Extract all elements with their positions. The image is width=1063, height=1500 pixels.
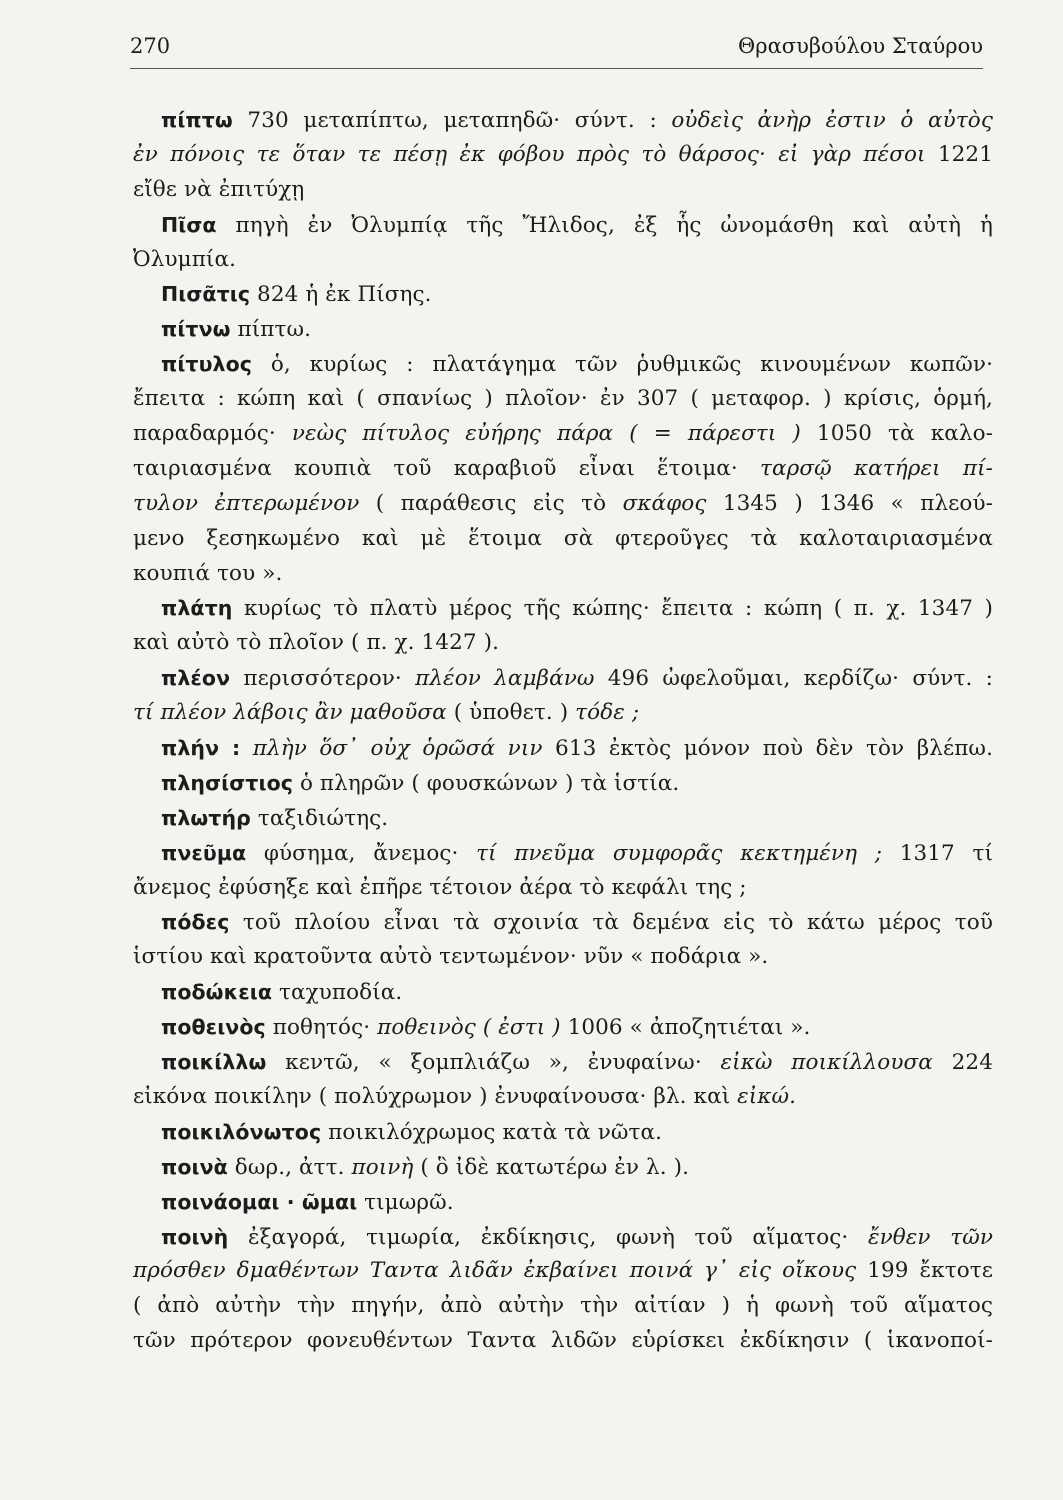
text-line <box>133 103 993 138</box>
definition-text: τῶν πρότερον φονευθέντων Ταντα λιδῶν εὑρίσκει ἐκδίκησιν ( ἱκανοποί- <box>133 1328 993 1354</box>
text-line <box>133 382 993 417</box>
text-line <box>133 1324 993 1359</box>
quotation: τόδε ; <box>575 700 640 726</box>
text-line <box>133 277 993 312</box>
quotation: νεὼς πίτυλος εὐήρης πάρα ( = πάρεστι ) <box>291 421 801 447</box>
definition-text: πίπτω. <box>230 317 312 343</box>
quotation: ἐν πόνοις τε ὅταν τε πέσῃ ἐκ φόβου πρὸς τὸ θάρσος· εἰ γὰρ πέσοι <box>133 141 926 167</box>
quotation: πλέον λαμβάνω <box>415 666 595 692</box>
text-line <box>133 1010 993 1045</box>
definition-text: 730 μεταπίπτω, μεταπηδῶ· σύντ. : <box>232 108 672 133</box>
definition-text: 613 ἐκτὸς μόνον ποὺ δὲν τὸν βλέπω. <box>542 736 994 762</box>
definition-text: κουπιά του ». <box>133 560 283 586</box>
definition-text: ποθητός· <box>265 1015 378 1041</box>
text-line <box>133 208 993 243</box>
headword: ποικιλόνωτος <box>161 1119 322 1144</box>
text-line <box>133 1045 993 1080</box>
text-line <box>133 1150 993 1185</box>
text-line <box>133 1289 993 1324</box>
definition-text: φύσημα, ἄνεμος· <box>246 840 477 866</box>
quotation: ποθεινὸς ( ἐστι ) <box>377 1015 561 1041</box>
text-line <box>133 940 993 975</box>
quotation: οὐδεὶς ἀνὴρ ἐστιν ὁ αὐτὸς <box>671 108 993 133</box>
text-line <box>133 871 993 906</box>
definition-text: ταξιδιώτης. <box>250 805 389 831</box>
quotation: ταρσῷ κατήρει πί- <box>760 455 993 481</box>
headword: πίτυλος <box>161 352 253 377</box>
page-header <box>130 34 983 68</box>
definition-text: ( ὑποθετ. ) <box>446 700 576 726</box>
header-rule <box>130 68 983 69</box>
definition-text: Ὀλυμπία. <box>133 246 237 272</box>
text-line <box>133 522 993 557</box>
text-line <box>133 975 993 1010</box>
headword: πλέον <box>161 666 231 691</box>
text-line <box>133 347 993 382</box>
definition-text: 1006 « ἀποζητιέται ». <box>560 1015 811 1041</box>
text-line <box>133 1185 993 1220</box>
text-line <box>133 836 993 871</box>
definition-text: ( ἀπὸ αὐτὴν τὴν πηγήν, ἀπὸ αὐτὴν τὴν αἰτίαν ) ἡ φωνὴ τοῦ αἵματος <box>133 1293 993 1319</box>
text-line <box>133 661 993 696</box>
definition-text: εἰκόνα ποικίλην ( πολύχρωμον ) ἐνυφαίνουσα· βλ. καὶ <box>133 1083 738 1109</box>
text-line <box>133 766 993 801</box>
headword: πλήν : <box>161 736 241 761</box>
headword: ποικίλλω <box>161 1050 267 1075</box>
quotation: εἰκώ. <box>737 1083 797 1109</box>
headword: ποινὰ <box>161 1154 228 1179</box>
quotation: ποινὴ <box>351 1154 414 1180</box>
text-line <box>133 1254 993 1289</box>
headword: πίπτω <box>161 108 233 132</box>
text-line <box>133 696 993 731</box>
headword: Πισᾶτις <box>161 282 251 307</box>
definition-text: τιμωρῶ. <box>357 1189 454 1215</box>
headword: ποθεινὸς <box>161 1015 266 1040</box>
definition-text: 199 ἔκτοτε <box>856 1258 993 1284</box>
text-line <box>133 905 993 940</box>
headword: πλησίστιος <box>161 770 294 795</box>
headword: ποδώκεια <box>161 980 273 1005</box>
definition-text: ταχυποδία. <box>272 980 403 1006</box>
definition-text: 824 ἡ ἐκ Πίσης. <box>250 282 432 308</box>
definition-text: μενο ξεσηκωμένο καὶ μὲ ἕτοιμα σὰ φτεροῦγες τὰ καλοταιριασμένα <box>133 525 993 551</box>
headword: πνεῦμα <box>161 840 247 865</box>
definition-text: ἄνεμος ἐφύσηξε καὶ ἐπῆρε τέτοιον ἀέρα τὸ κεφάλι της ; <box>133 874 747 900</box>
dictionary-body <box>133 103 993 1359</box>
text-line <box>133 138 993 173</box>
definition-text: 1345 ) 1346 « πλεού- <box>706 490 993 516</box>
definition-text: εἴθε νὰ ἐπιτύχῃ <box>133 176 305 202</box>
text-line <box>133 626 993 661</box>
text-line <box>133 1080 993 1115</box>
definition-text: ὁ πληρῶν ( φουσκώνων ) τὰ ἱστία. <box>293 770 680 796</box>
definition-text: 224 <box>932 1050 993 1076</box>
definition-text: 1317 τί <box>882 840 994 866</box>
definition-text: ἔπειτα : κώπη καὶ ( σπανίως ) πλοῖον· ἐν 307 ( μεταφορ. ) κρίσις, ὁρμή, <box>133 386 993 412</box>
text-line <box>133 173 993 208</box>
definition-text: παραδαρμός· <box>133 421 292 447</box>
definition-text: ποικιλόχρωμος κατὰ τὰ νῶτα. <box>321 1119 663 1145</box>
text-line <box>133 487 993 522</box>
text-line <box>133 557 993 592</box>
quotation: τί πνεῦμα συμφορᾶς κεκτημένη ; <box>476 840 883 866</box>
definition-text: ἱστίου καὶ κρατοῦντα αὐτὸ τεντωμένον· νῦν « ποδάρια ». <box>133 944 769 970</box>
definition-text <box>240 736 253 761</box>
definition-text: δωρ., ἀττ. <box>227 1154 352 1180</box>
quotation: τυλον ἐπτερωμένον <box>133 490 360 516</box>
definition-text: πηγὴ ἐν Ὀλυμπίᾳ τῆς Ἤλιδος, ἐξ ἧς ὠνομάσθη καὶ αὐτὴ ἡ <box>216 212 993 238</box>
definition-text: ὁ, κυρίως : πλατάγημα τῶν ῥυθμικῶς κινουμένων κωπῶν· <box>252 352 993 378</box>
definition-text: κεντῶ, « ξομπλιάζω », ἐνυφαίνω· <box>266 1050 721 1076</box>
definition-text: τοῦ πλοίου εἶναι τὰ σχοινία τὰ δεμένα εἰς τὸ κάτω μέρος τοῦ <box>229 910 993 936</box>
text-line <box>133 452 993 487</box>
definition-text: ( παράθεσις εἰς τὸ <box>359 490 623 516</box>
definition-text: 496 ὠφελοῦμαι, κερδίζω· σύντ. : <box>594 666 993 692</box>
quotation: πλὴν ὅσ᾽ οὐχ ὁρῶσά νιν <box>252 736 543 762</box>
definition-text: ταιριασμένα κουπιὰ τοῦ καραβιοῦ εἶναι ἕτοιμα· <box>133 455 761 481</box>
quotation: ἔνθεν τῶν <box>867 1224 994 1250</box>
headword: Πῖσα <box>161 212 217 237</box>
definition-text: κυρίως τὸ πλατὺ μέρος τῆς κώπης· ἔπειτα : κώπη ( π. χ. 1347 ) <box>232 596 993 622</box>
text-line <box>133 731 993 766</box>
headword: πλωτήρ <box>161 805 251 830</box>
text-line <box>133 417 993 452</box>
quotation: σκάφος <box>622 490 707 516</box>
definition-text: ἐξαγορά, τιμωρία, ἐκδίκησις, φωνὴ τοῦ αἵματος· <box>228 1224 868 1250</box>
running-title: Θρασυβούλου Σταύρου <box>738 34 983 58</box>
text-line <box>133 591 993 626</box>
text-line <box>133 801 993 836</box>
definition-text: καὶ αὐτὸ τὸ πλοῖον ( π. χ. 1427 ). <box>133 630 500 656</box>
headword: ποινὴ <box>161 1224 229 1249</box>
definition-text: 1221 <box>925 141 993 167</box>
definition-text: 1050 τὰ καλο- <box>800 421 993 447</box>
text-line <box>133 312 993 347</box>
quotation: τί πλέον λάβοις ἂν μαθοῦσα <box>133 700 447 726</box>
text-line <box>133 1115 993 1150</box>
headword: πίτνω <box>161 317 231 342</box>
definition-text: περισσότερον· <box>230 666 416 692</box>
text-line <box>133 243 993 278</box>
page-number: 270 <box>130 34 171 58</box>
quotation: πρόσθεν δμαθέντων Ταντα λιδᾶν ἐκβαίνει ποινά γ᾽ εἰς οἴκους <box>133 1258 857 1284</box>
headword: πλάτη <box>161 596 233 621</box>
quotation: εἰκὼ ποικίλλουσα <box>720 1050 933 1076</box>
headword: πόδες <box>161 910 230 935</box>
text-line <box>133 1220 993 1255</box>
headword: ποινάομαι · ῶμαι <box>161 1189 358 1214</box>
definition-text: ( ὃ ἰδὲ κατωτέρω ἐν λ. ). <box>413 1154 690 1180</box>
